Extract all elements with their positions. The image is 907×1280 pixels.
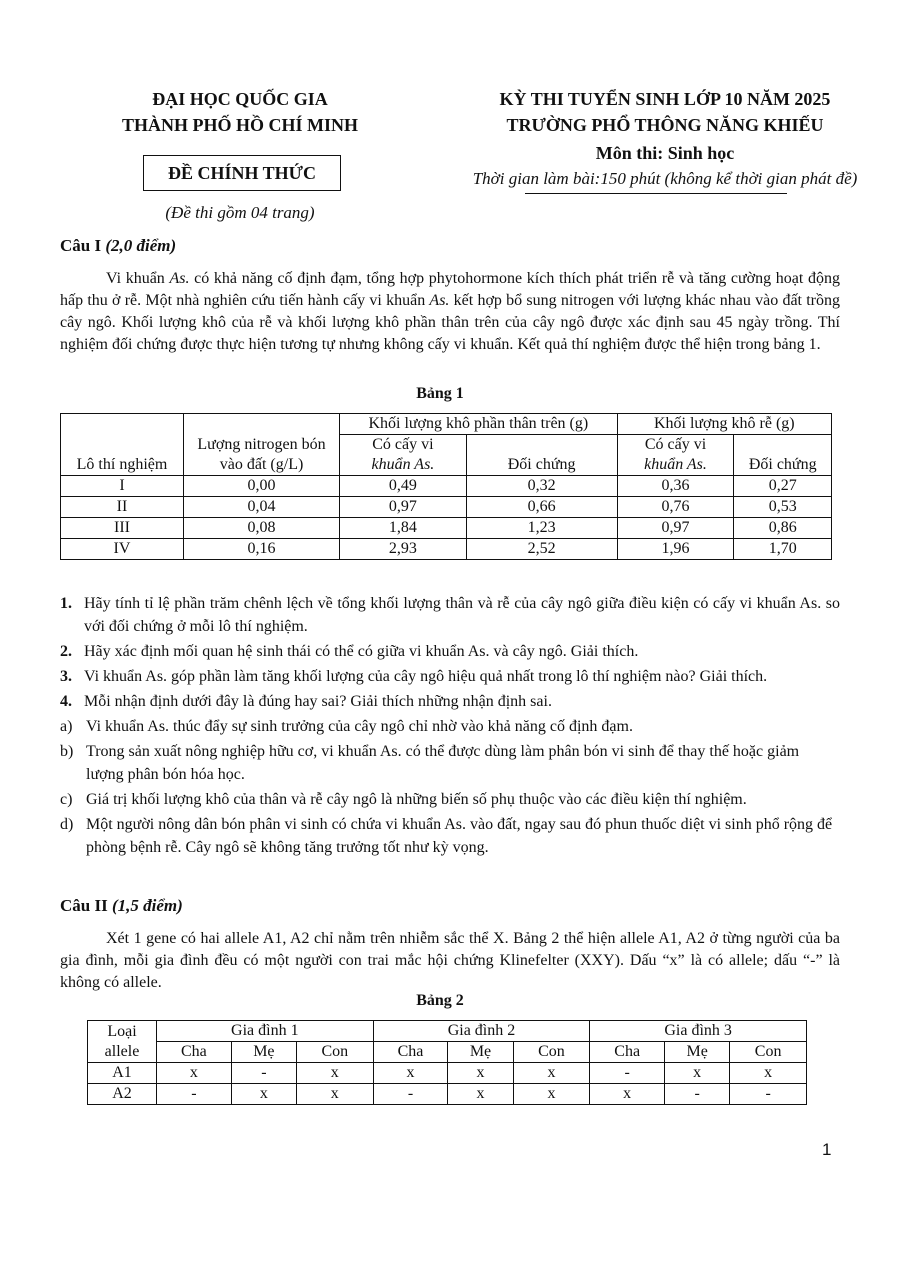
question-items: [60, 592, 840, 859]
table-row: [61, 539, 832, 560]
item-text: Trong sản xuất nông nghiệp hữu cơ, vi khuẩn As. có thể được dùng làm phân bón vi sinh để thay thế hoặc giảm lượng phân bón hóa học.: [86, 743, 800, 783]
question-item-4: [60, 690, 840, 713]
table-2-header-mother: Mẹ: [665, 1042, 730, 1063]
question-1-intro: [60, 268, 840, 356]
table-cell: x: [590, 1084, 665, 1105]
question-1-points: (2,0 điểm): [105, 236, 177, 255]
table-cell: 0,49: [340, 476, 467, 497]
table-row: [88, 1063, 807, 1084]
table-cell: 0,53: [734, 497, 832, 518]
table-cell: A1: [88, 1063, 157, 1084]
pages-note: (Đề thi gồm 04 trang): [165, 203, 315, 222]
table-cell: 0,32: [466, 476, 617, 497]
exam-title: [450, 86, 880, 138]
intro-text: Vi khuẩn: [106, 270, 165, 287]
table-1-header-inoculated-root: [617, 435, 734, 476]
table-1-header-shoot: Khối lượng khô phần thân trên (g): [340, 414, 617, 435]
question-item-1: [60, 592, 840, 638]
university-name: [100, 86, 380, 138]
item-number: b): [60, 743, 74, 760]
table-cell: 2,52: [466, 539, 617, 560]
table-2-header-family-3: Gia đình 3: [590, 1021, 807, 1042]
table-2: [87, 1020, 807, 1105]
table-2-header-father: Cha: [373, 1042, 448, 1063]
table-1-header-control-root: Đối chứng: [734, 435, 832, 476]
table-1-header-lot: Lô thí nghiệm: [61, 414, 184, 476]
statement-b: [60, 740, 840, 786]
table-cell: x: [296, 1084, 373, 1105]
table-2-header-child: Con: [296, 1042, 373, 1063]
statement-a: [60, 715, 840, 738]
table-row: [61, 518, 832, 539]
intro-text: kết hợp bổ sung nitrogen với lượng khác nhau vào đất trồng cây ngô. Khối lượng khô của rễ và khối lượng khô phần thân trên của cây ngô được xác định sau 45 ngày trồng. Thí nghiệm đối chứng được thực hiện tương tự nhưng không cấy vi khuẩn. Kết quả thí nghiệm được thể hiện trong bảng 1.: [60, 292, 840, 353]
table-cell: III: [61, 518, 184, 539]
table-1-title: Bảng 1: [416, 385, 464, 402]
item-number: 3.: [60, 668, 72, 685]
question-2-title: Câu II: [60, 896, 108, 915]
table-1-header-nitrogen: Lượng nitrogen bón vào đất (g/L): [183, 414, 339, 476]
table-1-header-root: Khối lượng khô rễ (g): [617, 414, 831, 435]
table-2-header-type: [88, 1021, 157, 1063]
table-cell: x: [448, 1063, 513, 1084]
table-cell: x: [513, 1084, 590, 1105]
table-cell: -: [665, 1084, 730, 1105]
intro-text: có khả năng cố định đạm, tổng hợp phytohormone kích thích phát triển rễ và tăng cường hoạt động hấp thu ở rễ. Một nhà nghiên cứu tiến hành cấy vi khuẩn: [60, 270, 841, 309]
table-cell: 0,76: [617, 497, 734, 518]
table-cell: 0,27: [734, 476, 832, 497]
table-cell: 1,84: [340, 518, 467, 539]
table-2-title: Bảng 2: [416, 992, 464, 1009]
table-cell: 0,86: [734, 518, 832, 539]
table-cell: x: [231, 1084, 296, 1105]
table-cell: II: [61, 497, 184, 518]
table-2-header-father: Cha: [157, 1042, 232, 1063]
official-exam-box: [143, 155, 341, 191]
table-2-header-family-1: Gia đình 1: [157, 1021, 374, 1042]
table-cell: 0,97: [340, 497, 467, 518]
item-text: Vi khuẩn As. thúc đẩy sự sinh trưởng của cây ngô chỉ nhờ vào khả năng cố định đạm.: [86, 718, 633, 735]
item-number: a): [60, 718, 73, 735]
university-line-2: THÀNH PHỐ HỒ CHÍ MINH: [121, 115, 358, 135]
table-cell: 1,70: [734, 539, 832, 560]
item-text: Hãy xác định mối quan hệ sinh thái có thể có giữa vi khuẩn As. và cây ngô. Giải thích.: [84, 643, 639, 660]
table-cell: -: [231, 1063, 296, 1084]
question-2-points: (1,5 điểm): [111, 896, 183, 915]
table-cell: 2,93: [340, 539, 467, 560]
species-name: As.: [169, 270, 190, 287]
item-text: Vi khuẩn As. góp phần làm tăng khối lượng của cây ngô hiệu quả nhất trong lô thí nghiệm nào? Giải thích.: [84, 668, 768, 685]
table-cell: -: [590, 1063, 665, 1084]
header-line: Loại: [107, 1022, 137, 1040]
question-item-2: [60, 640, 840, 663]
table-cell: x: [513, 1063, 590, 1084]
header-line: khuẩn As.: [371, 456, 435, 473]
table-cell: 1,23: [466, 518, 617, 539]
table-cell: 0,04: [183, 497, 339, 518]
table-cell: -: [157, 1084, 232, 1105]
table-cell: -: [730, 1084, 807, 1105]
official-exam-label: ĐỀ CHÍNH THỨC: [167, 163, 317, 183]
table-cell: x: [373, 1063, 448, 1084]
exam-title-line-2: TRƯỜNG PHỔ THÔNG NĂNG KHIẾU: [506, 115, 824, 135]
table-cell: 0,00: [183, 476, 339, 497]
exam-title-line-1: KỲ THI TUYỂN SINH LỚP 10 NĂM 2025: [499, 89, 831, 109]
table-1-header-control: Đối chứng: [466, 435, 617, 476]
item-number: 2.: [60, 643, 72, 660]
statement-c: [60, 788, 840, 811]
header-line: Có cấy vi: [372, 436, 434, 453]
table-row: [61, 476, 832, 497]
item-text: Giá trị khối lượng khô của thân và rễ cây ngô là những biến số phụ thuộc vào các điều kiện thí nghiệm.: [86, 791, 747, 808]
species-name: As.: [429, 292, 450, 309]
page-number: 1: [822, 1140, 832, 1159]
table-cell: IV: [61, 539, 184, 560]
table-2-header-child: Con: [513, 1042, 590, 1063]
table-cell: 0,66: [466, 497, 617, 518]
table-cell: 0,36: [617, 476, 734, 497]
item-number: c): [60, 791, 73, 808]
university-line-1: ĐẠI HỌC QUỐC GIA: [152, 89, 328, 109]
item-number: 1.: [60, 595, 72, 612]
statement-d: [60, 813, 840, 859]
table-cell: -: [373, 1084, 448, 1105]
item-text: Mỗi nhận định dưới đây là đúng hay sai? Giải thích những nhận định sai.: [84, 693, 552, 710]
table-cell: 0,97: [617, 518, 734, 539]
table-cell: 0,16: [183, 539, 339, 560]
table-row: [88, 1084, 807, 1105]
table-row: [61, 497, 832, 518]
time-underline: [525, 193, 787, 194]
table-cell: x: [665, 1063, 730, 1084]
exam-subject: Môn thi: Sinh học: [595, 143, 735, 163]
table-cell: I: [61, 476, 184, 497]
item-number: 4.: [60, 693, 72, 710]
table-2-header-family-2: Gia đình 2: [373, 1021, 590, 1042]
table-cell: x: [448, 1084, 513, 1105]
question-2-heading: [60, 896, 183, 916]
table-cell: x: [730, 1063, 807, 1084]
header-line: khuẩn As.: [644, 456, 707, 473]
table-cell: 1,96: [617, 539, 734, 560]
question-item-3: [60, 665, 840, 688]
table-cell: A2: [88, 1084, 157, 1105]
table-2-header-father: Cha: [590, 1042, 665, 1063]
question-1-heading: [60, 236, 176, 256]
table-1: [60, 413, 832, 560]
item-number: d): [60, 816, 74, 833]
table-cell: 0,08: [183, 518, 339, 539]
table-2-header-mother: Mẹ: [231, 1042, 296, 1063]
header-line: Có cấy vi: [644, 436, 707, 453]
question-2-intro: Xét 1 gene có hai allele A1, A2 chỉ nằm trên nhiễm sắc thể X. Bảng 2 thể hiện allele A1, A2 ở từng người của ba gia đình, mỗi gia đình đều có một người con trai mắc hội chứng Klinefelter (XXY). Dấu “x” là có allele; dấu “-” là không có allele.: [60, 930, 840, 991]
item-text: Một người nông dân bón phân vi sinh có chứa vi khuẩn As. vào đất, ngay sau đó phun thuốc diệt vi sinh phổ rộng để phòng bệnh rễ. Cây ngô sẽ không tăng trưởng tốt như kỳ vọng.: [86, 816, 833, 856]
table-2-header-child: Con: [730, 1042, 807, 1063]
table-cell: x: [157, 1063, 232, 1084]
item-text: Hãy tính tỉ lệ phần trăm chênh lệch về tổng khối lượng thân và rễ của cây ngô giữa điều kiện có cấy vi khuẩn As. so với đối chứng ở mỗi lô thí nghiệm.: [84, 595, 840, 635]
table-1-header-inoculated: [340, 435, 467, 476]
exam-time: Thời gian làm bài:150 phút (không kể thời gian phát đề): [472, 169, 858, 188]
table-cell: x: [296, 1063, 373, 1084]
table-2-header-mother: Mẹ: [448, 1042, 513, 1063]
header-line: allele: [104, 1042, 140, 1060]
question-1-title: Câu I: [60, 236, 102, 255]
